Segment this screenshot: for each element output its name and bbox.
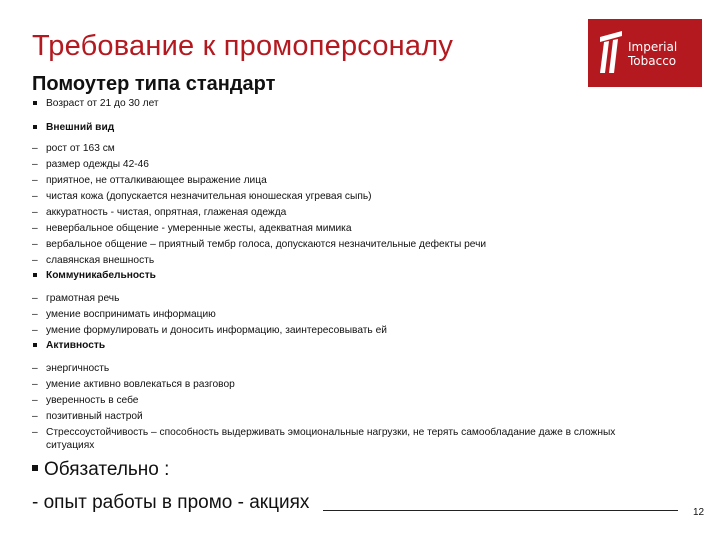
dash-icon: – bbox=[32, 309, 38, 320]
list-item-text: рост от 163 см bbox=[46, 143, 115, 154]
mandatory-label: Обязательно : bbox=[44, 459, 170, 480]
list-item bbox=[32, 174, 672, 187]
dash-icon: – bbox=[32, 293, 38, 304]
list-item bbox=[32, 190, 672, 203]
dash-icon: – bbox=[32, 325, 38, 336]
dash-icon: – bbox=[32, 159, 38, 170]
list-item bbox=[32, 121, 672, 134]
dash-icon: – bbox=[32, 143, 38, 154]
logo-line2: Tobacco bbox=[628, 54, 677, 68]
list-item bbox=[32, 394, 672, 407]
list-item-text: умение активно вовлекаться в разговор bbox=[46, 379, 235, 390]
dash-icon: – bbox=[32, 255, 38, 266]
bullet-icon bbox=[32, 121, 46, 134]
list-item-text: энергичность bbox=[46, 363, 110, 374]
dash-icon: – bbox=[32, 191, 38, 202]
list-item bbox=[32, 97, 672, 110]
list-item-text: размер одежды 42-46 bbox=[46, 159, 149, 170]
list-item bbox=[32, 292, 672, 305]
list-item bbox=[32, 158, 672, 171]
list-item-text: чистая кожа (допускается незначительная юношеская угревая сыпь) bbox=[46, 191, 372, 202]
list-item bbox=[32, 426, 672, 452]
dash-icon: – bbox=[32, 223, 38, 234]
page-number: 12 bbox=[693, 507, 705, 518]
list-item bbox=[32, 142, 672, 155]
mandatory-item: - опыт работы в промо - акциях bbox=[32, 492, 310, 513]
logo-mark-icon bbox=[596, 29, 628, 75]
dash-icon: – bbox=[32, 175, 38, 186]
list-item bbox=[32, 339, 672, 352]
slide-title: Требование к промоперсоналу bbox=[32, 30, 454, 62]
dash-icon: – bbox=[32, 207, 38, 218]
list-item-text: невербальное общение - умеренные жесты, адекватная мимика bbox=[46, 223, 352, 234]
dash-icon: – bbox=[32, 379, 38, 390]
list-item-text: грамотная речь bbox=[46, 293, 120, 304]
bullet-icon bbox=[32, 339, 46, 352]
dash-icon: – bbox=[32, 427, 38, 438]
list-item-text: Коммуникабельность bbox=[46, 270, 156, 281]
slide-subtitle: Помоутер типа стандарт bbox=[32, 73, 276, 95]
list-item-text: умение воспринимать информацию bbox=[46, 309, 216, 320]
list-item bbox=[32, 238, 672, 251]
list-item-text: вербальное общение – приятный тембр голоса, допускаются незначительные дефекты речи bbox=[46, 239, 487, 250]
dash-icon: – bbox=[32, 411, 38, 422]
list-item bbox=[32, 410, 672, 423]
dash-icon: – bbox=[32, 363, 38, 374]
list-item-text: Возраст от 21 до 30 лет bbox=[46, 98, 159, 109]
list-item-text: славянская внешность bbox=[46, 255, 155, 266]
list-item-text: Внешний вид bbox=[46, 122, 115, 133]
list-item-text: Стрессоустойчивость – способность выдерживать эмоциональные нагрузки, не терять самообладание даже в сложных ситуациях bbox=[46, 427, 616, 451]
logo-line1: Imperial bbox=[628, 40, 678, 54]
list-item-text: умение формулировать и доносить информацию, заинтересовывать ей bbox=[46, 325, 387, 336]
list-item-text: аккуратность - чистая, опрятная, глаженая одежда bbox=[46, 207, 287, 218]
imperial-tobacco-logo bbox=[588, 19, 702, 87]
list-item bbox=[32, 269, 672, 282]
bullet-icon bbox=[32, 269, 46, 282]
mandatory-heading bbox=[32, 459, 169, 481]
dash-icon: – bbox=[32, 395, 38, 406]
bullet-icon bbox=[32, 97, 46, 110]
list-item bbox=[32, 308, 672, 321]
list-item bbox=[32, 254, 672, 267]
logo-wordmark bbox=[628, 40, 677, 68]
list-item bbox=[32, 362, 672, 375]
list-item-text: уверенность в себе bbox=[46, 395, 139, 406]
bullet-icon bbox=[32, 465, 38, 471]
list-item bbox=[32, 378, 672, 391]
footer-divider bbox=[323, 510, 678, 511]
list-item bbox=[32, 206, 672, 219]
list-item bbox=[32, 324, 672, 337]
list-item-text: приятное, не отталкивающее выражение лица bbox=[46, 175, 267, 186]
list-item bbox=[32, 222, 672, 235]
list-item-text: позитивный настрой bbox=[46, 411, 143, 422]
list-item-text: Активность bbox=[46, 340, 106, 351]
dash-icon: – bbox=[32, 239, 38, 250]
